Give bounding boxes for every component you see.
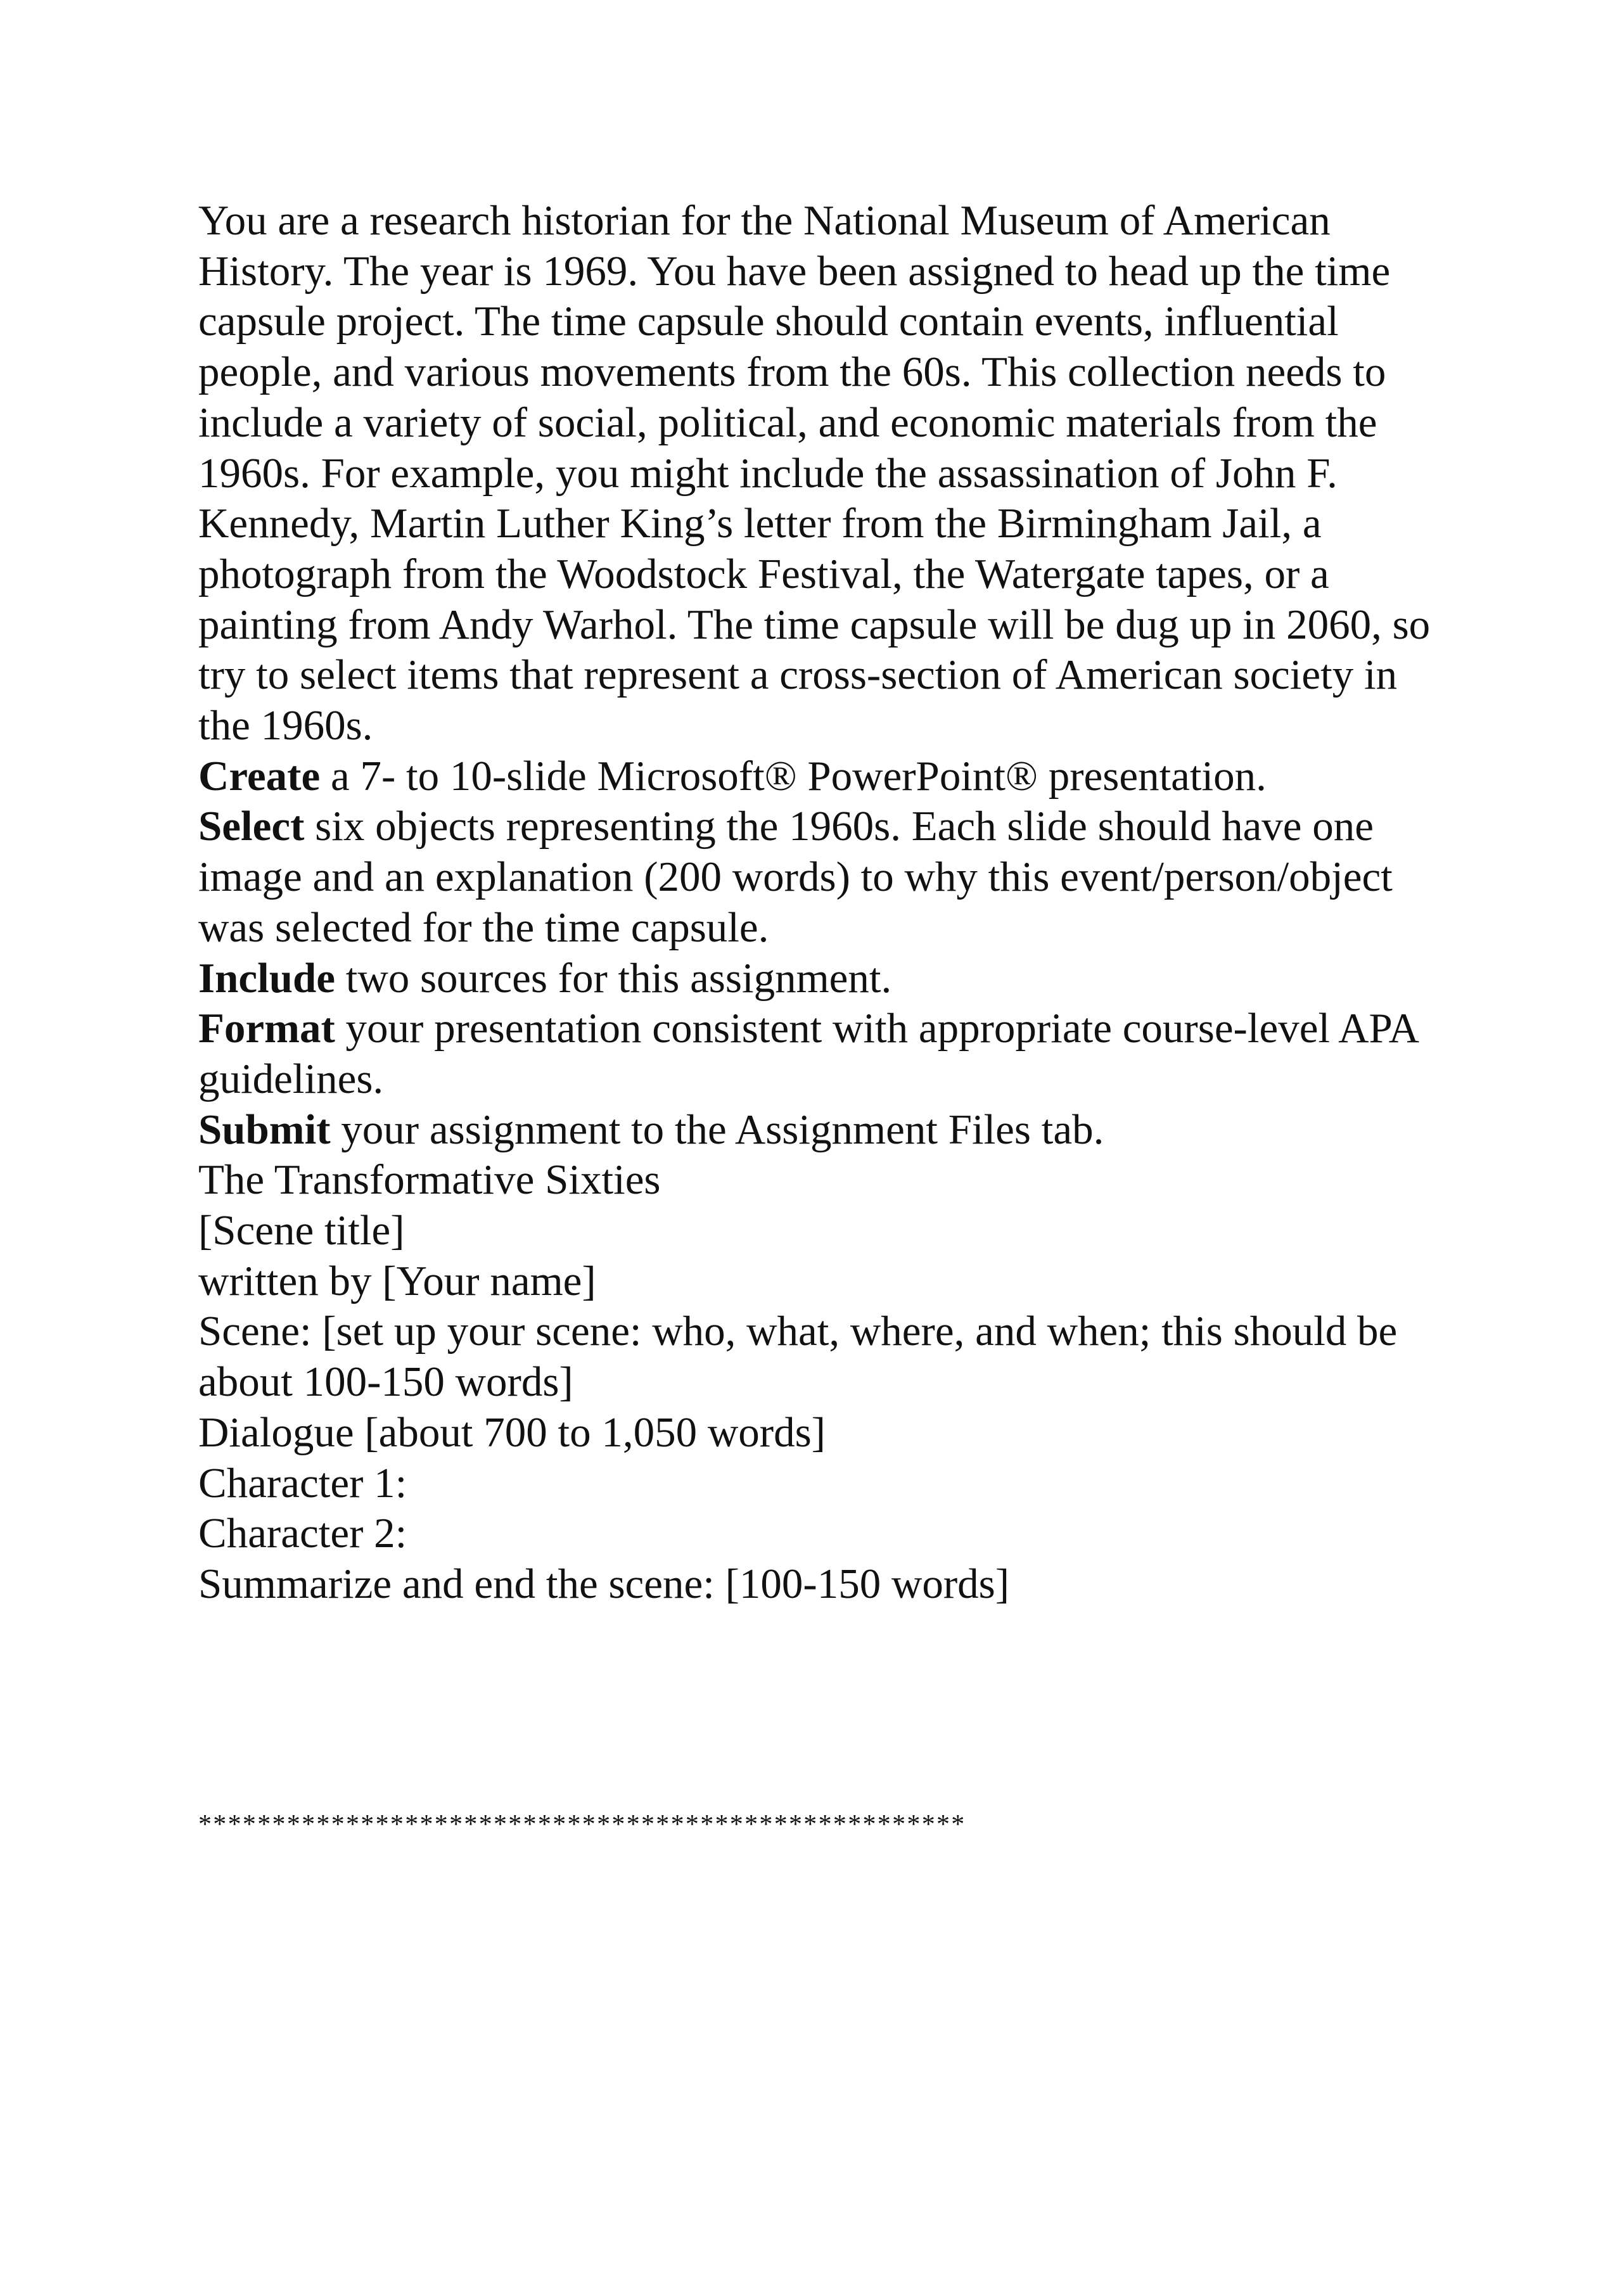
instruction-format [198, 1004, 1466, 1104]
intro-paragraph: You are a research historian for the National Museum of American History. The year is 1969. You have been assigned to head up the time capsule project. The time capsule should contain events, influential people, and various movements from the 60s. This collection needs to include a variety of social, political, and economic materials from the 1960s. For example, you might include the assassination of John F. Kennedy, Martin Luther King’s letter from the Birmingham Jail, a photograph from the Woodstock Festival, the Watergate tapes, or a painting from Andy Warhol. The time capsule will be dug up in 2060, so try to select items that represent a cross-section of American society in the 1960s. [198, 197, 1431, 749]
template-character-1: Character 1: [198, 1459, 407, 1507]
template-scene-setup: Scene: [set up your scene: who, what, where, and when; this should be about 100-150 words] [198, 1308, 1398, 1406]
instruction-text: six objects representing the 1960s. Each slide should have one image and an explanation (200 words) to why this event/person/object was selected for the time capsule. [198, 803, 1393, 951]
template-character-2: Character 2: [198, 1510, 407, 1557]
template-dialogue: Dialogue [about 700 to 1,050 words] [198, 1408, 826, 1456]
instruction-keyword: Select [198, 803, 305, 850]
instruction-create [198, 751, 1466, 802]
template-summary: Summarize and end the scene: [100-150 words] [198, 1560, 1010, 1607]
instruction-text: your assignment to the Assignment Files tab. [330, 1106, 1104, 1153]
instruction-text: a 7- to 10-slide Microsoft® PowerPoint® presentation. [320, 752, 1267, 800]
instruction-keyword: Format [198, 1005, 335, 1052]
instruction-submit [198, 1105, 1466, 1156]
document-body [198, 196, 1466, 1610]
instruction-keyword: Submit [198, 1106, 331, 1153]
template-scene-title: [Scene title] [198, 1207, 405, 1254]
instruction-keyword: Include [198, 954, 335, 1002]
instruction-text: your presentation consistent with appropriate course-level APA guidelines. [198, 1005, 1417, 1102]
instruction-include [198, 953, 1466, 1004]
separator-line: **************************************************** [198, 1810, 966, 1839]
instruction-select [198, 801, 1466, 953]
template-author: written by [Your name] [198, 1257, 596, 1304]
instruction-text: two sources for this assignment. [335, 954, 892, 1002]
instruction-keyword: Create [198, 752, 321, 800]
template-title: The Transformative Sixties [198, 1156, 661, 1204]
